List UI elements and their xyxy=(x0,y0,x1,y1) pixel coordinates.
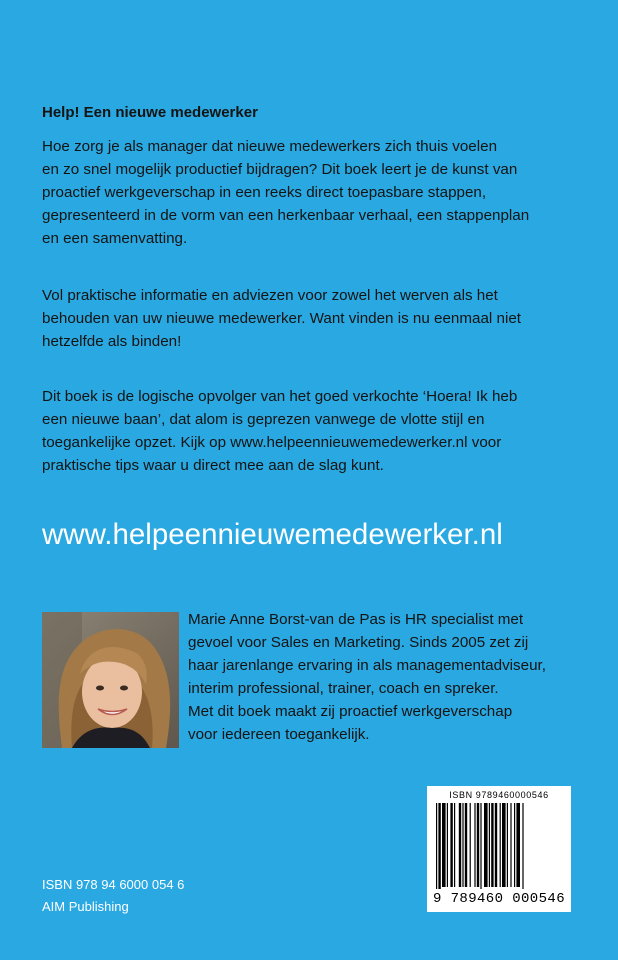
text-line: interim professional, trainer, coach en spreker. xyxy=(188,680,499,697)
barcode-bar xyxy=(514,803,515,887)
text-line: praktische tips waar u direct mee aan de slag kunt. xyxy=(42,457,384,474)
text-line: gepresenteerd in de vorm van een herkenbaar verhaal, een stappenplan xyxy=(42,207,530,224)
barcode-bar xyxy=(502,803,506,887)
barcode-bar xyxy=(480,803,481,889)
barcode-bars xyxy=(436,803,562,889)
barcode-bar xyxy=(462,803,463,887)
barcode-bar xyxy=(484,803,488,887)
website-url: www.helpeennieuwemedewerker.nl xyxy=(42,518,503,551)
text-line: toegankelijke opzet. Kijk op www.helpeennieuwemedewerker.nl voor xyxy=(42,434,502,451)
text-line: gevoel voor Sales en Marketing. Sinds 2005 zet zij xyxy=(188,634,529,651)
barcode-bar xyxy=(522,803,523,889)
barcode-bar xyxy=(438,803,440,889)
barcode-bar xyxy=(450,803,452,887)
author-portrait-image xyxy=(42,612,179,748)
barcode-bar xyxy=(510,803,511,887)
barcode-isbn-label: ISBN 9789460000546 xyxy=(449,790,549,800)
text-line: voor iedereen toegankelijk. xyxy=(188,726,370,743)
barcode-bar xyxy=(489,803,490,887)
description-paragraph-2 xyxy=(42,284,602,353)
description-paragraph-3 xyxy=(42,385,602,477)
barcode-bar xyxy=(470,803,471,887)
barcode-bar xyxy=(465,803,467,887)
author-photo xyxy=(42,612,179,748)
text-line: Hoe zorg je als manager dat nieuwe medewerkers zich thuis voelen xyxy=(42,138,498,155)
barcode-bar xyxy=(447,803,448,887)
barcode-bar xyxy=(500,803,501,887)
footer-publisher: AIM Publishing xyxy=(42,899,129,914)
book-title: Help! Een nieuwe medewerker xyxy=(42,104,258,121)
text-line: een nieuwe baan’, dat alom is geprezen vanwege de vlotte stijl en xyxy=(42,411,485,428)
barcode-bar xyxy=(495,803,497,887)
text-line: behouden van uw nieuwe medewerker. Want vinden is nu eenmaal niet xyxy=(42,310,521,327)
barcode-bar xyxy=(477,803,479,887)
text-line: haar jarenlange ervaring in als managementadviseur, xyxy=(188,657,546,674)
barcode-bar xyxy=(516,803,520,887)
barcode-bar xyxy=(507,803,508,887)
barcode-digits: 9 789460 000546 xyxy=(432,891,566,907)
text-line: Marie Anne Borst-van de Pas is HR specialist met xyxy=(188,611,524,628)
footer-isbn: ISBN 978 94 6000 054 6 xyxy=(42,877,185,892)
barcode-bar xyxy=(436,803,437,889)
text-line: hetzelfde als binden! xyxy=(42,333,182,350)
barcode-bar xyxy=(474,803,475,887)
footer xyxy=(42,874,184,918)
author-bio xyxy=(188,608,608,746)
barcode-bar xyxy=(459,803,461,887)
text-line: Vol praktische informatie en adviezen voor zowel het werven als het xyxy=(42,287,498,304)
text-line: en een samenvatting. xyxy=(42,230,188,247)
text-line: proactief werkgeverschap in een reeks direct toepasbare stappen, xyxy=(42,184,487,201)
text-line: en zo snel mogelijk productief bijdragen? Dit boek leert je de kunst van xyxy=(42,161,518,178)
barcode xyxy=(427,786,571,912)
text-line: Met dit boek maakt zij proactief werkgeverschap xyxy=(188,703,513,720)
barcode-bar xyxy=(454,803,455,887)
barcode-bar xyxy=(442,803,446,887)
barcode-bar xyxy=(491,803,493,887)
text-line: Dit boek is de logische opvolger van het goed verkochte ‘Hoera! Ik heb xyxy=(42,388,518,405)
description-paragraph-1 xyxy=(42,135,602,250)
